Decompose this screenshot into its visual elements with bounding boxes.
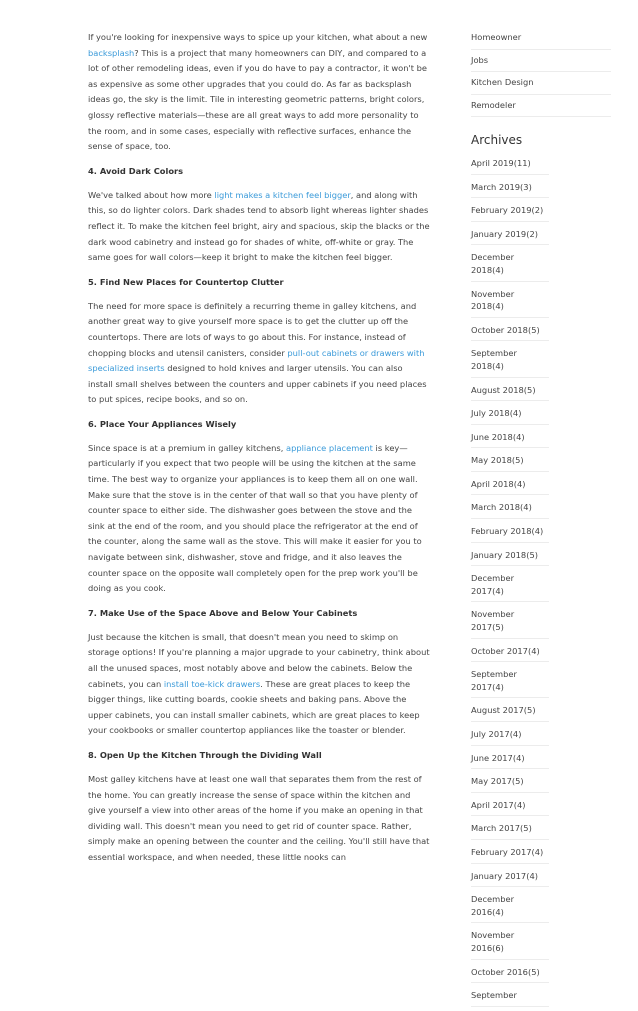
heading-avoid-dark-colors: 4. Avoid Dark Colors [88,165,184,176]
archive-count: (4) [531,526,544,537]
archive-count: (3) [520,181,532,192]
archive-count: (5) [523,384,536,395]
archive-item[interactable] [471,179,549,199]
archive-item[interactable] [471,286,549,318]
archive-label: August 2017 [471,705,524,716]
paragraph-appliances: Since space is at a premium in galley kitchens, appliance placement is key—particularly if you expect that two people will be using the kitchen at the same time. The best way to organize your appliances is to keep them all on one wall. Make sure that the stove is in the center of that wall so that you have plenty of counter space to either side. The dishwasher goes between the stove and the sink at the end of the room, and you should place the refrigerator at the end of the counter, along the same wall as the stove. This will make it easier for you to navigate between sink, dishwasher, stove and fridge, and it also leaves the counter space on the opposite wall completely open for the prep work you'll be doing as you cook. [88,442,422,594]
archive-label: March 2017 [471,823,521,834]
archive-label: December 2016 [471,894,515,917]
heading-cabinet-space: 7. Make Use of the Space Above and Below Your Cabinets [88,607,358,618]
archive-label: January 2019 [471,228,527,239]
archive-item[interactable] [471,405,549,425]
archive-item[interactable] [471,547,549,567]
archive-label: April 2018 [471,478,514,489]
category-list [471,30,611,117]
archive-item[interactable] [471,452,549,472]
category-item[interactable]: Homeowner [471,30,611,50]
paragraph-cabinet-space: Just because the kitchen is small, that doesn't mean you need to skimp on storage options! If you're planning a major upgrade to your cabinetry, think about all the unused spaces, most notably above and below the cabinets. Below the cabinets, you can install toe-kick drawers. These are great places to keep the bigger things, like cutting boards, cookie sheets and baking pans. Above the upper cabinets, you can install smaller cabinets, which are great places to keep your cookbooks or smaller countertop appliances like the toaster or blender. [88,631,430,736]
paragraph-backsplash: If you're looking for inexpensive ways to spice up your kitchen, what about a new backsplash? This is a project that many homeowners can DIY, and compared to a lot of other remodeling ideas, even if you do have to pay a contractor, it won't be as expensive as some other upgrades that you could do. As far as backsplash ideas go, the sky is the limit. Tile in interesting geometric patterns, bright colors, glossy reflective materials—these are all great ways to add more personality to the room, and in some cases, especially with reflective surfaces, enhance the sense of space, too. [88,32,428,152]
archive-label: February 2017 [471,846,532,857]
archive-item[interactable] [471,226,549,246]
archive-count: (5) [492,622,504,633]
archive-label: November 2017 [471,609,515,633]
category-item[interactable]: Kitchen Design [471,75,611,95]
archive-count: (11) [513,157,531,168]
archive-label: May 2017 [471,776,512,787]
archive-count: (5) [511,776,524,787]
archive-count: (5) [527,966,540,977]
archive-count: (4) [526,870,538,881]
archive-label: March 2018 [471,502,521,513]
archive-count: (2) [531,205,544,216]
archive-count: (4) [512,431,525,442]
archive-count: (4) [531,846,544,857]
archive-item[interactable] [471,345,549,377]
paragraph-clutter: The need for more space is definitely a recurring theme in galley kitchens, and another great way to give yourself more space is to get the clutter up off the countertops. There are lots of ways to go about this. For instance, instead of chopping blocks and utensil canisters, consider pull-out cabinets or drawers with specialized inserts designed to hold knives and larger utensils. You can also install small shelves between the counters and upper cabinets if you need places to put spices, recipe books, and so on. [88,300,427,405]
heading-dividing-wall: 8. Open Up the Kitchen Through the Dividing Wall [88,749,322,760]
archive-count: (5) [526,549,538,560]
archive-item[interactable] [471,523,549,543]
archive-item[interactable] [471,927,549,959]
archive-item[interactable] [471,155,549,175]
archive-label: September 2017 [471,669,517,692]
archive-count: (4) [527,645,540,656]
archive-item[interactable] [471,750,549,770]
archive-label: November 2016 [471,930,515,953]
archive-label: December 2018 [471,252,515,275]
archive-item[interactable] [471,820,549,840]
archive-label: January 2017 [471,870,527,881]
paragraph-dividing-wall: Most galley kitchens have at least one wall that separates them from the rest of the home. You can greatly increase the sense of space within the kitchen and give yourself a view into other areas of the home if you make an opening in that dividing wall. This doesn't mean you need to get rid of counter space. Rather, simply make an opening between the counter and the ceiling. You'll still have that essential workspace, and when needed, these little nooks can [88,773,430,862]
archive-label: November 2018 [471,288,515,312]
archive-item[interactable] [471,964,549,984]
archive-label: July 2018 [471,408,510,419]
archive-item[interactable] [471,868,549,888]
archive-item[interactable] [471,726,549,746]
archive-label: May 2018 [471,455,512,466]
archive-count: (4) [492,906,504,917]
archive-count: (5) [523,705,536,716]
archive-count: (5) [511,455,524,466]
archive-count: (6) [492,942,504,953]
category-item[interactable]: Remodeler [471,98,611,118]
archives-title: Archives [471,133,523,148]
archive-label: June 2018 [471,431,513,442]
archive-count: (4) [509,408,522,419]
toe-kick-drawers-link[interactable]: install toe-kick drawers [163,678,261,689]
archive-count: (5) [520,823,532,834]
archive-count: (4) [492,360,504,371]
appliance-placement-link[interactable]: appliance placement [286,442,373,453]
archive-item[interactable] [471,202,549,222]
archive-label: March 2019 [471,181,521,192]
archive-label: August 2018 [471,384,524,395]
archive-label: October 2017 [471,645,528,656]
archive-label: December 2017 [471,573,515,596]
archive-count: (4) [513,799,526,810]
archive-list [471,155,611,1007]
light-kitchen-link[interactable]: light makes a kitchen feel bigger [214,189,351,200]
archive-label: September [471,990,517,1001]
archive-label: October 2018 [471,324,528,335]
archive-count: (4) [492,301,504,312]
archive-label: October 2016 [471,966,528,977]
archive-item[interactable] [471,322,549,342]
archive-count: (4) [512,752,525,763]
archive-item[interactable] [471,987,549,1007]
archive-count: (4) [492,585,504,596]
archive-count: (5) [527,324,540,335]
archive-count: (4) [492,264,504,275]
archive-label: April 2017 [471,799,514,810]
archive-label: July 2017 [471,729,510,739]
pull-out-cabinets-link[interactable]: pull-out cabinets or drawers with specialized inserts [88,347,425,374]
archive-label: June 2017 [471,752,513,763]
archive-item[interactable] [471,702,549,722]
paragraph-dark-colors: We've talked about how more light makes a kitchen feel bigger, and along with this, so do lighter colors. Dark shades tend to absorb light whereas lighter shades reflect it. To make the kitchen feel bright, airy and spacious, skip the blacks or the dark wood cabinetry and instead go for shades of white, off-white or gray. The same goes for wall colors—keep it bright to make the kitchen feel bigger. [88,189,430,263]
archive-count: (4) [509,729,522,739]
archive-count: (4) [513,478,526,489]
sidebar [471,30,611,1011]
archive-item[interactable] [471,606,549,638]
archive-item[interactable] [471,773,549,793]
archive-item[interactable] [471,499,549,519]
archive-item[interactable] [471,797,549,817]
archive-item[interactable] [471,643,549,663]
archive-item[interactable] [471,476,549,496]
archive-label: February 2018 [471,526,532,537]
category-item[interactable]: Jobs [471,53,611,73]
archive-count: (4) [520,502,532,513]
archive-count: (4) [492,681,504,692]
archive-item[interactable] [471,570,549,602]
archive-item[interactable] [471,666,549,698]
article-body [88,30,430,875]
archive-count: (2) [526,228,538,239]
archive-label: September 2018 [471,348,517,371]
archive-label: January 2018 [471,549,527,560]
archive-label: February 2019 [471,205,532,216]
archive-item[interactable] [471,429,549,449]
archive-item[interactable] [471,891,549,923]
heading-appliances: 6. Place Your Appliances Wisely [88,418,237,429]
archive-label: April 2019 [471,157,514,168]
heading-countertop-clutter: 5. Find New Places for Countertop Clutter [88,276,284,287]
backsplash-link[interactable]: backsplash [88,47,135,58]
archive-item[interactable] [471,382,549,402]
archive-item[interactable] [471,249,549,281]
archive-item[interactable] [471,844,549,864]
